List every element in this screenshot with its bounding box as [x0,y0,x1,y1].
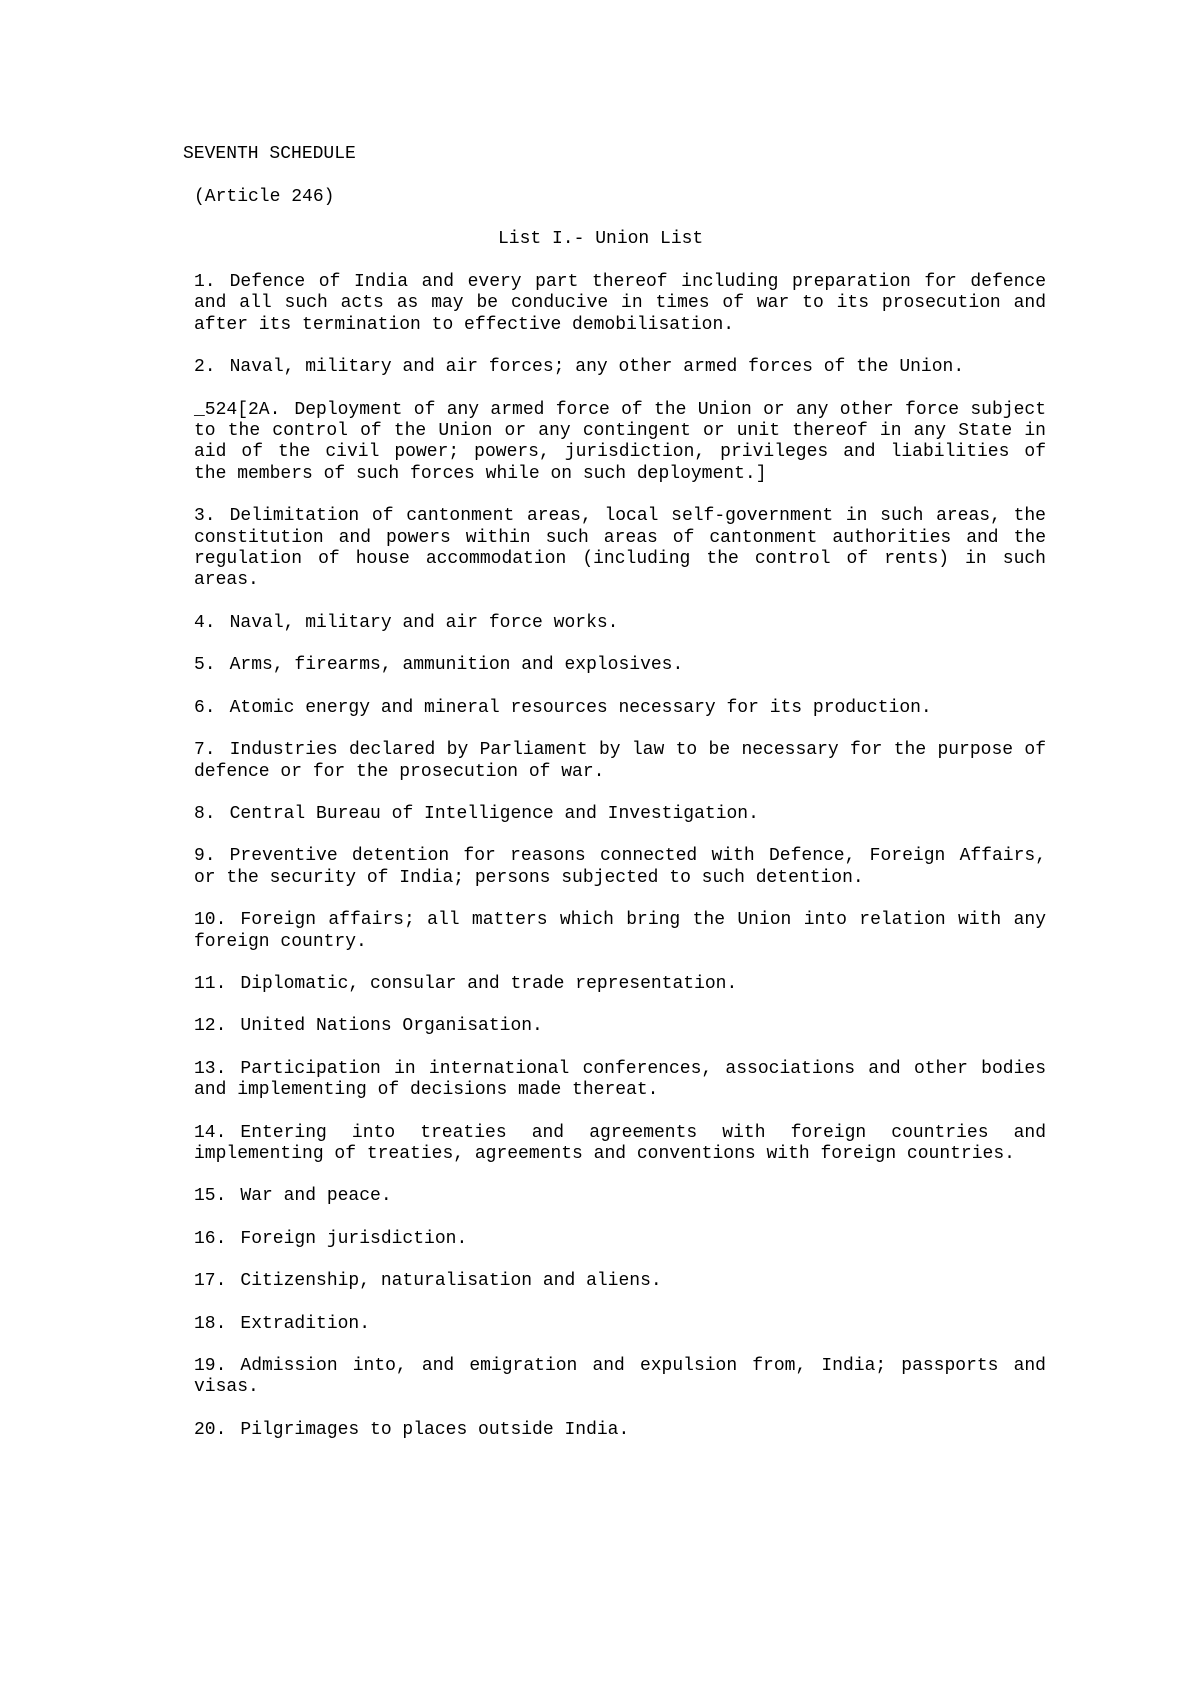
entry-number: 18. [194,1313,227,1334]
list-entry [194,400,1046,486]
entry-text: Citizenship, naturalisation and aliens. [240,1271,662,1292]
entry-text: Extradition. [240,1313,371,1334]
list-entry [194,1420,1046,1441]
entry-number: 7. [194,740,216,761]
entry-text: Defence of India and every part thereof including preparation for defence and all such acts as may be conducive in times of war to its prosecution and after its termination to effective demobilisation. [194,272,1046,335]
entry-text: Foreign jurisdiction. [240,1228,468,1249]
list-entry [194,1314,1046,1335]
list-entry [194,1271,1046,1292]
entry-number: 16. [194,1228,227,1249]
entry-text: United Nations Organisation. [240,1016,543,1037]
entry-number: 13. [194,1058,227,1079]
entry-text: Deployment of any armed force of the Union or any other force subject to the control of the Union or any contingent or unit thereof in any State in aid of the civil power; powers, jurisdiction, privileges and liabilities of the members of such forces while on such deployment.] [194,399,1046,484]
entry-text: Participation in international conferences, associations and other bodies and implementing of decisions made thereat. [194,1058,1046,1101]
list-entry [194,1059,1046,1102]
list-entry [194,1016,1046,1037]
list-entry [194,910,1046,953]
list-title: List I.- Union List [498,229,704,249]
list-entry [194,357,1046,378]
list-entry [194,846,1046,889]
entry-number: 19. [194,1356,227,1376]
list-entry [194,1186,1046,1207]
entry-text: Arms, firearms, ammunition and explosives. [229,655,684,676]
list-entry [194,740,1046,783]
entry-number: 2. [194,357,216,378]
list-entry [194,1123,1046,1166]
list-entry [194,1356,1046,1399]
entry-text: Admission into, and emigration and expulsion from, India; passports and visas. [194,1356,1046,1398]
schedule-heading: SEVENTH SCHEDULE [183,144,356,164]
list-entry [194,974,1046,995]
entry-text: Naval, military and air force works. [229,612,619,633]
entry-text: Central Bureau of Intelligence and Investigation. [229,803,759,824]
entry-text: Delimitation of cantonment areas, local self-government in such areas, the constitution and powers within such areas of cantonment authorities and the regulation of house accommodation (including the control of rents) in such areas. [194,506,1046,591]
entry-text: War and peace. [240,1186,392,1207]
union-list-entries [194,272,1046,1462]
entry-text: Diplomatic, consular and trade representation. [240,973,738,994]
entry-text: Pilgrimages to places outside India. [240,1419,630,1440]
entry-number: 17. [194,1271,227,1292]
entry-number: 12. [194,1016,227,1037]
entry-number: 20. [194,1419,227,1440]
list-entry [194,804,1046,825]
list-entry [194,506,1046,592]
entry-text: Entering into treaties and agreements with foreign countries and implementing of treaties, agreements and conventions with foreign countries. [194,1122,1046,1164]
entry-number: 9. [194,846,216,867]
entry-number: 6. [194,697,216,718]
entry-number: 1. [194,272,216,292]
list-entry [194,655,1046,676]
entry-number: 8. [194,803,216,824]
entry-number: 5. [194,655,216,676]
entry-number: 3. [194,506,216,527]
entry-number: 15. [194,1186,227,1207]
entry-number: 4. [194,612,216,633]
entry-number: _524[2A. [194,399,281,420]
list-entry [194,698,1046,719]
article-reference: (Article 246) [194,187,335,207]
entry-number: 11. [194,973,227,994]
entry-number: 14. [194,1122,227,1143]
list-entry [194,272,1046,336]
entry-text: Atomic energy and mineral resources necessary for its production. [229,697,932,718]
entry-text: Preventive detention for reasons connected with Defence, Foreign Affairs, or the security of India; persons subjected to such detention. [194,846,1046,888]
entry-number: 10. [194,910,227,931]
entry-text: Foreign affairs; all matters which bring the Union into relation with any foreign country. [194,910,1046,952]
entry-text: Industries declared by Parliament by law to be necessary for the purpose of defence or for the prosecution of war. [194,740,1046,782]
entry-text: Naval, military and air forces; any other armed forces of the Union. [229,357,965,378]
list-entry [194,1229,1046,1250]
list-entry [194,613,1046,634]
